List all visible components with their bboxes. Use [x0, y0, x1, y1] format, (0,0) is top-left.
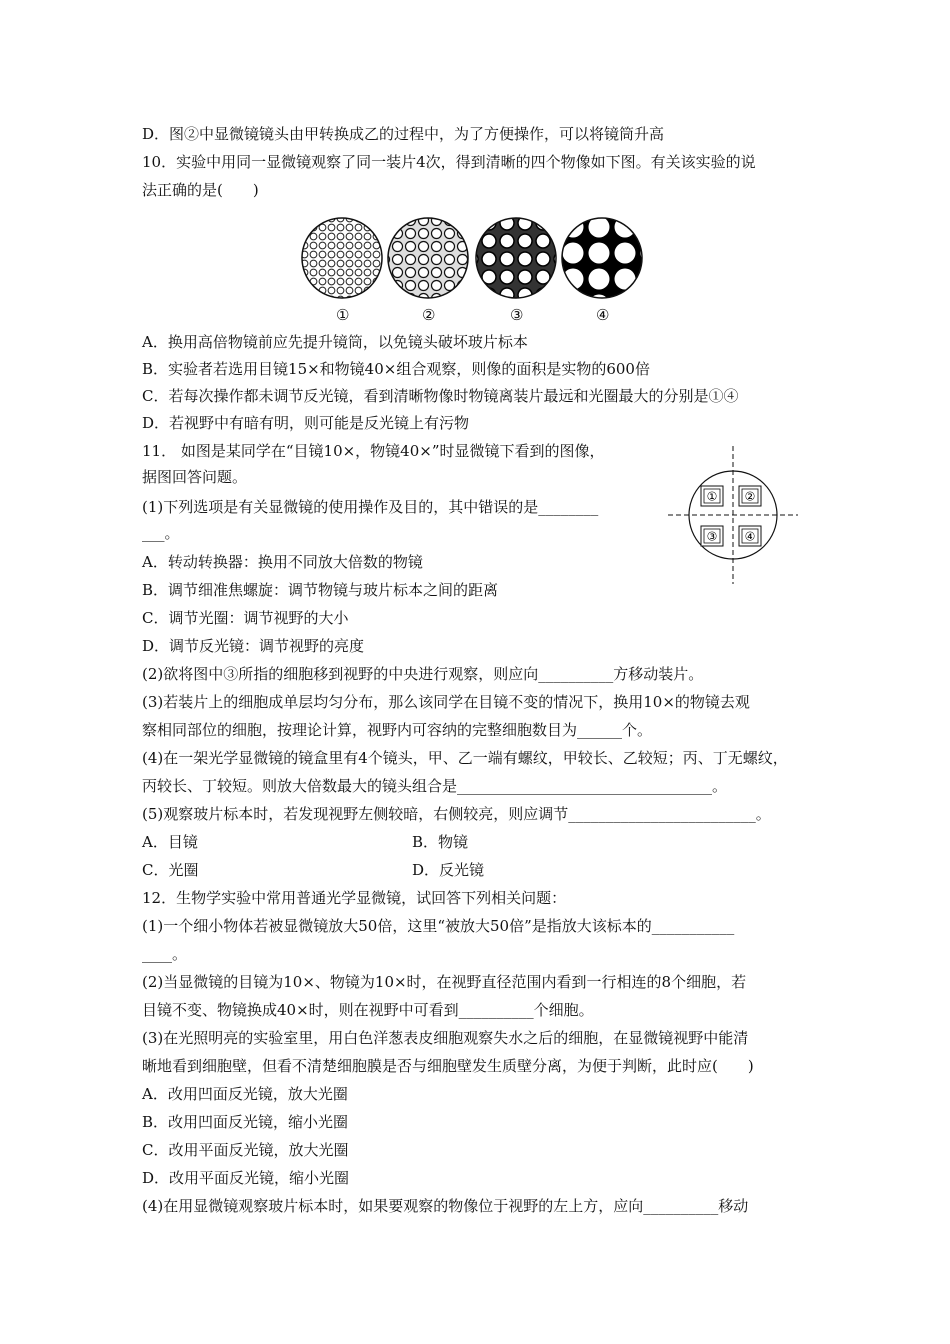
q10-stem-cont: 法正确的是( ) [142, 181, 259, 199]
cell-3 [701, 526, 723, 546]
q10-option-c: C．若每次操作都未调节反光镜，看到清晰物像时物镜离装片最远和光圈最大的分别是①④ [142, 387, 739, 405]
q11-part1-option-a: A．转动转换器：换用不同放大倍数的物镜 [142, 553, 423, 571]
cell-4-label: ④ [744, 529, 756, 544]
q10-option-a: A．换用高倍物镜前应先提升镜筒，以免镜头破坏玻片标本 [142, 333, 528, 351]
q9-option-d: D．图②中显微镜镜头由甲转换成乙的过程中，为了方便操作，可以将镜筒升高 [142, 125, 665, 143]
cell-3-label: ③ [706, 529, 718, 544]
q11-part4: (4)在一架光学显微镜的镜盒里有4个镜头，甲、乙一端有螺纹，甲较长、乙较短；丙、丁无螺纹， [142, 749, 788, 767]
micrograph-4 [562, 218, 642, 298]
q11-stem-cont: 据图回答问题。 [142, 468, 248, 486]
q11-part5-option-c: C．光圈 [142, 861, 199, 879]
cell-2-label: ② [744, 489, 756, 504]
q12-part3-option-b: B．改用凹面反光镜，缩小光圈 [142, 1113, 349, 1131]
q11-part1: (1)下列选项是有关显微镜的使用操作及目的，其中错误的是________ [142, 498, 599, 516]
q12-part3-option-a: A．改用凹面反光镜，放大光圈 [142, 1085, 348, 1103]
figure-label-2: ② [422, 306, 436, 324]
cell-4 [739, 526, 761, 546]
q11-part1-option-b: B．调节细准焦螺旋：调节物镜与玻片标本之间的距离 [142, 581, 499, 599]
q12-stem: 12．生物学实验中常用普通光学显微镜，试回答下列相关问题： [142, 889, 567, 907]
q11-part5: (5)观察玻片标本时，若发现视野左侧较暗，右侧较亮，则应调节_________________________。 [142, 805, 771, 823]
q11-part1-option-d: D．调节反光镜：调节视野的亮度 [142, 637, 365, 655]
q10-option-d: D．若视野中有暗有明，则可能是反光镜上有污物 [142, 414, 470, 432]
cell-1 [701, 486, 723, 506]
cell-2 [739, 486, 761, 506]
micrograph-3 [476, 218, 556, 298]
q11-part5-option-b: B．物镜 [412, 833, 469, 851]
q12-part3: (3)在光照明亮的实验室里，用白色洋葱表皮细胞观察失水之后的细胞，在显微镜视野中能清 [142, 1029, 749, 1047]
q11-part3-cont: 察相同部位的细胞，按理论计算，视野内可容纳的完整细胞数目为______个。 [142, 721, 653, 739]
q12-part3-option-c: C．改用平面反光镜，放大光圈 [142, 1141, 349, 1159]
q11-part1-option-c: C．调节光圈：调节视野的大小 [142, 609, 349, 627]
cell-1-label: ① [706, 489, 718, 504]
figure-label-3: ③ [510, 306, 524, 324]
field-of-view-diagram [668, 446, 798, 584]
q12-part3-option-d: D．改用平面反光镜，缩小光圈 [142, 1169, 350, 1187]
q11-part4-cont: 丙较长、丁较短。则放大倍数最大的镜头组合是__________________________________。 [142, 777, 728, 795]
q11-part1-cont: ___。 [142, 524, 180, 542]
micrograph-2 [388, 218, 468, 298]
q12-part2: (2)当显微镜的目镜为10×、物镜为10×时，在视野直径范围内看到一行相连的8个细胞，若 [142, 973, 747, 991]
q12-part3-cont: 晰地看到细胞壁，但看不清楚细胞膜是否与细胞壁发生质壁分离，为便于判断，此时应( ) [142, 1057, 754, 1075]
q12-part1: (1)一个细小物体若被显微镜放大50倍，这里“被放大50倍”是指放大该标本的___________ [142, 917, 735, 935]
micrograph-figure [300, 214, 650, 304]
q11-part5-option-d: D．反光镜 [412, 861, 485, 879]
q10-stem: 10．实验中用同一显微镜观察了同一装片4次，得到清晰的四个物像如下图。有关该实验的说 [142, 153, 756, 171]
q11-part5-option-a: A．目镜 [142, 833, 198, 851]
q11-stem: 11． 如图是某同学在“目镜10×，物镜40×”时显微镜下看到的图像， [142, 442, 605, 460]
q11-part2: (2)欲将图中③所指的细胞移到视野的中央进行观察，则应向__________方移动装片。 [142, 665, 704, 683]
figure-label-4: ④ [596, 306, 610, 324]
q12-part2-cont: 目镜不变、物镜换成40×时，则在视野中可看到__________个细胞。 [142, 1001, 594, 1019]
micrograph-1 [302, 218, 382, 298]
q11-part3: (3)若装片上的细胞成单层均匀分布，那么该同学在目镜不变的情况下，换用10×的物镜去观 [142, 693, 750, 711]
q12-part1-cont: ____。 [142, 945, 188, 963]
q10-option-b: B．实验者若选用目镜15×和物镜40×组合观察，则像的面积是实物的600倍 [142, 360, 650, 378]
q12-part4: (4)在用显微镜观察玻片标本时，如果要观察的物像位于视野的左上方，应向__________移动 [142, 1197, 749, 1215]
figure-label-1: ① [336, 306, 350, 324]
